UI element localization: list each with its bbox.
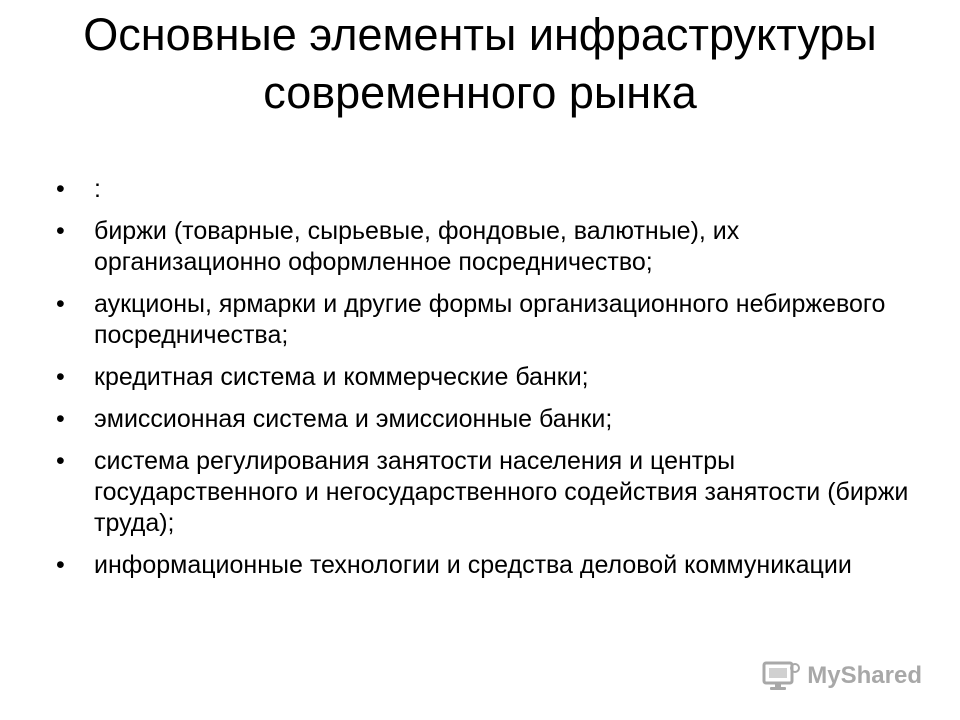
bullet-text: эмиссионная система и эмиссионные банки; [94, 405, 613, 433]
bullet-dot: • [56, 551, 65, 579]
bullet-text: кредитная система и коммерческие банки; [94, 363, 589, 391]
bullet-dot: • [56, 363, 65, 391]
myshared-watermark [761, 660, 922, 692]
bullet-list [56, 174, 916, 592]
bullet-item [56, 446, 916, 539]
watermark-text: MyShared [807, 662, 922, 689]
bullet-text: аукционы, ярмарки и другие формы организационного небиржевого посредничества; [94, 290, 886, 349]
bullet-dot: • [56, 447, 65, 475]
bullet-dot: • [56, 217, 65, 245]
slide-title: Основные элементы инфраструктуры современного рынка [83, 9, 877, 118]
bullet-item [56, 289, 916, 351]
bullet-dot: • [56, 175, 65, 203]
bullet-item [56, 216, 916, 278]
bullet-text: система регулирования занятости населения и центры государственного и негосударственного содействия занятости (биржи труда); [94, 447, 909, 537]
bullet-item [56, 404, 916, 435]
bullet-text: : [94, 175, 101, 203]
monitor-logo-icon [761, 660, 801, 692]
bullet-item [56, 174, 916, 205]
bullet-text: биржи (товарные, сырьевые, фондовые, валютные), их организационно оформленное посредничество; [94, 217, 740, 276]
bullet-text: информационные технологии и средства деловой коммуникации [94, 551, 852, 579]
bullet-item [56, 362, 916, 393]
bullet-item [56, 550, 916, 581]
bullet-dot: • [56, 290, 65, 318]
bullet-dot: • [56, 405, 65, 433]
